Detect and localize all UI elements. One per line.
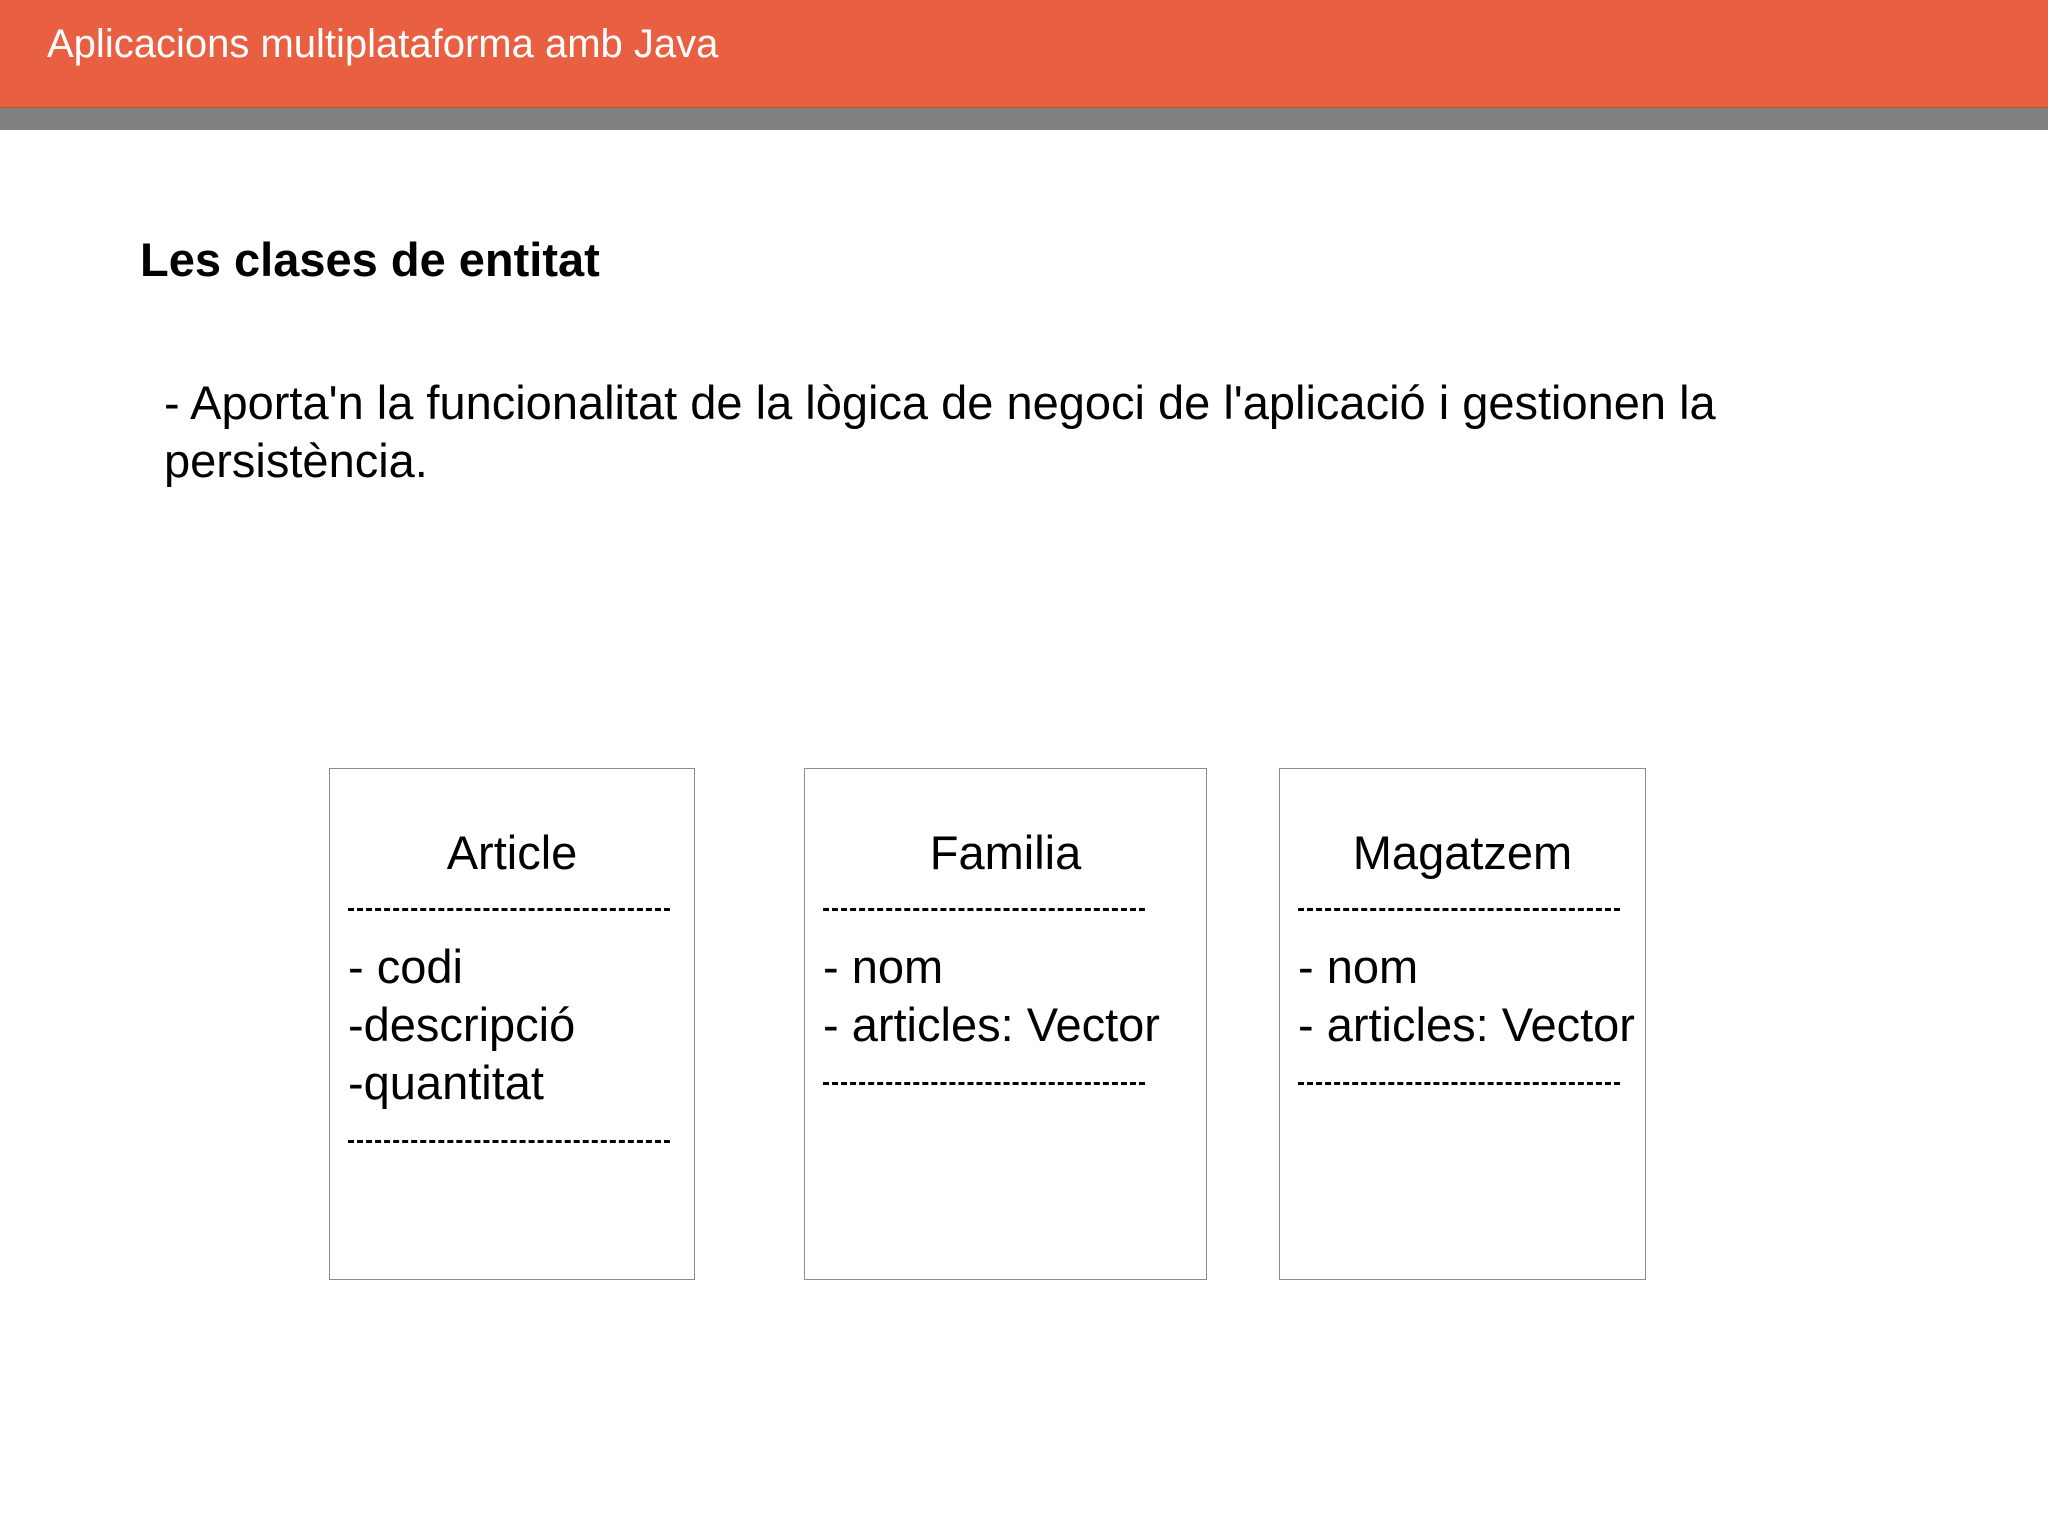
separator-line (348, 1140, 670, 1143)
class-name: Magatzem (1352, 826, 1573, 879)
separator-line (348, 908, 670, 911)
class-attribute: -quantitat (348, 1056, 544, 1109)
class-name: Familia (929, 826, 1082, 879)
class-attribute: - articles: Vector (823, 998, 1160, 1051)
separator-line (823, 1082, 1145, 1085)
slide-header (0, 0, 2048, 108)
class-box-article (329, 768, 695, 1280)
class-attribute: -descripció (348, 998, 576, 1051)
separator-line (1298, 1082, 1620, 1085)
class-box-familia (804, 768, 1207, 1280)
bullet-point: - Aporta'n la funcionalitat de la lògica de negoci de l'aplicació i gestionen la persistència. (164, 376, 1716, 487)
header-divider (0, 108, 2048, 130)
slide-heading: Les clases de entitat (140, 233, 600, 286)
class-attribute: - nom (1298, 940, 1419, 993)
header-title: Aplicacions multiplataforma amb Java (47, 22, 719, 66)
class-attribute: - codi (348, 940, 463, 993)
separator-line (1298, 908, 1620, 911)
class-name: Article (446, 826, 578, 879)
separator-line (823, 908, 1145, 911)
class-attribute: - nom (823, 940, 944, 993)
class-box-magatzem (1279, 768, 1646, 1280)
class-attribute: - articles: Vector (1298, 998, 1635, 1051)
